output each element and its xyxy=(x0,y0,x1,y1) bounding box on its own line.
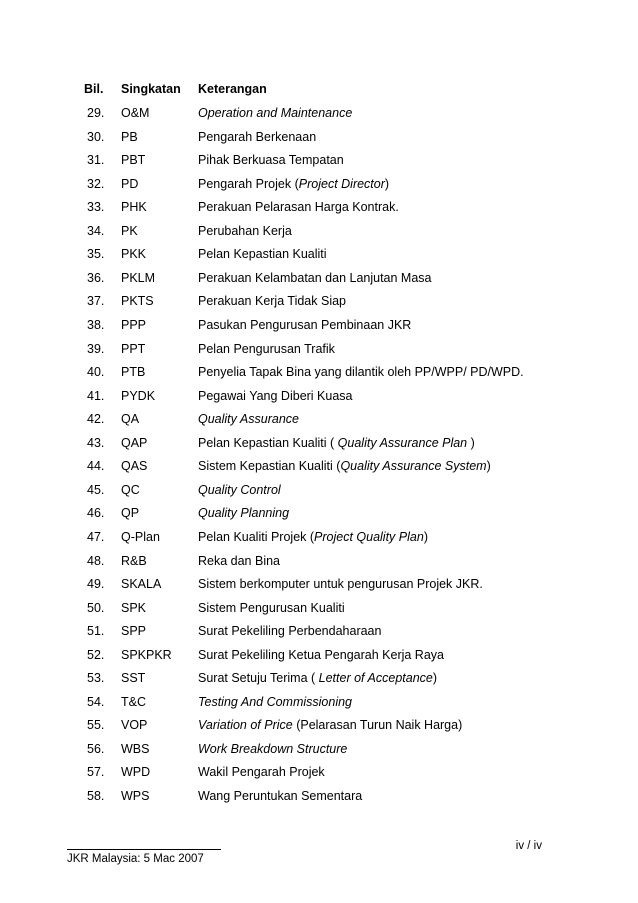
table-row xyxy=(84,645,564,665)
description-segment: ) xyxy=(486,459,491,474)
row-description xyxy=(198,598,578,618)
description-segment: Pelan Kualiti Projek ( xyxy=(198,529,315,544)
table-row xyxy=(84,291,564,311)
row-abbreviation: WPD xyxy=(121,765,151,780)
table-row xyxy=(84,456,564,476)
row-number: 58. xyxy=(87,789,105,803)
description-segment: ) xyxy=(423,529,428,544)
row-description xyxy=(198,574,578,594)
description-segment: Wakil Pengarah Projek xyxy=(198,765,325,780)
row-number: 43. xyxy=(87,435,105,450)
header-keterangan: Keterangan xyxy=(198,82,267,96)
description-segment: Quality Assurance Plan xyxy=(337,435,468,450)
row-description xyxy=(198,762,578,782)
row-abbreviation: T&C xyxy=(121,694,146,709)
row-abbreviation: PK xyxy=(121,223,138,238)
page-number: iv / iv xyxy=(515,840,542,852)
description-segment: Project Quality Plan xyxy=(314,529,424,544)
description-segment: Work Breakdown Structure xyxy=(198,741,348,756)
description-segment: Perakuan Kerja Tidak Siap xyxy=(198,294,347,309)
row-number: 57. xyxy=(87,765,105,780)
row-number: 39. xyxy=(87,341,105,356)
footer-divider xyxy=(67,849,221,850)
row-number: 35. xyxy=(87,247,105,262)
row-description xyxy=(198,527,578,547)
description-segment: Quality Assurance System xyxy=(340,459,487,474)
row-description xyxy=(198,668,578,688)
row-description xyxy=(198,480,578,500)
row-number: 34. xyxy=(87,223,105,238)
description-segment: Pasukan Pengurusan Pembinaan JKR xyxy=(198,318,412,332)
row-description xyxy=(198,150,578,170)
row-abbreviation: PTB xyxy=(121,365,146,380)
row-abbreviation: PBT xyxy=(121,153,146,168)
description-segment: Project Director xyxy=(298,176,385,191)
row-abbreviation: QAS xyxy=(121,459,148,474)
row-abbreviation: R&B xyxy=(121,553,147,568)
row-number: 52. xyxy=(87,647,105,662)
row-abbreviation: SKALA xyxy=(121,577,162,591)
row-description xyxy=(198,315,578,335)
row-abbreviation: PKTS xyxy=(121,294,154,309)
row-number: 38. xyxy=(87,318,105,332)
table-row xyxy=(84,692,564,712)
row-number: 41. xyxy=(87,388,105,403)
table-header xyxy=(84,79,564,99)
footer-text: JKR Malaysia: 5 Mac 2007 xyxy=(67,853,204,865)
row-number: 48. xyxy=(87,553,105,568)
row-number: 53. xyxy=(87,671,105,686)
table-row xyxy=(84,244,564,264)
table-row xyxy=(84,715,564,735)
row-description xyxy=(198,621,578,641)
table-row xyxy=(84,174,564,194)
row-abbreviation: QP xyxy=(121,506,140,521)
row-abbreviation: PD xyxy=(121,176,139,191)
description-segment: Perakuan Pelarasan Harga Kontrak. xyxy=(198,200,399,215)
row-number: 49. xyxy=(87,577,105,591)
description-segment: Testing And Commissioning xyxy=(198,694,353,709)
row-description xyxy=(198,174,578,194)
description-segment: Perubahan Kerja xyxy=(198,223,292,238)
row-abbreviation: PPT xyxy=(121,341,146,356)
table-row xyxy=(84,103,564,123)
description-segment: Sistem berkomputer untuk pengurusan Projek JKR. xyxy=(198,577,483,591)
table-row xyxy=(84,762,564,782)
table-row xyxy=(84,339,564,359)
description-segment: Surat Setuju Terima ( xyxy=(198,671,319,686)
table-row xyxy=(84,197,564,217)
description-segment: Penyelia Tapak Bina yang dilantik oleh PP/WPP/ PD/WPD. xyxy=(198,365,524,380)
row-description xyxy=(198,244,578,264)
description-segment: Variation of Price xyxy=(198,718,293,733)
row-abbreviation: PHK xyxy=(121,200,147,215)
description-segment: Operation and Maintenance xyxy=(198,106,353,120)
table-row xyxy=(84,739,564,759)
header-singkatan: Singkatan xyxy=(121,82,181,96)
table-row xyxy=(84,362,564,382)
table-row xyxy=(84,786,564,806)
table-row xyxy=(84,221,564,241)
row-description xyxy=(198,386,578,406)
row-description xyxy=(198,268,578,288)
row-abbreviation: PPP xyxy=(121,318,147,332)
row-abbreviation: O&M xyxy=(121,106,150,120)
row-description xyxy=(198,197,578,217)
row-abbreviation: Q-Plan xyxy=(121,529,160,544)
row-description xyxy=(198,127,578,147)
table-row xyxy=(84,127,564,147)
header-bil: Bil. xyxy=(84,82,104,96)
row-abbreviation: QC xyxy=(121,482,140,497)
description-segment: Reka dan Bina xyxy=(198,553,281,568)
table-row xyxy=(84,315,564,335)
row-number: 37. xyxy=(87,294,105,309)
description-segment: Perakuan Kelambatan dan Lanjutan Masa xyxy=(198,270,432,285)
row-number: 50. xyxy=(87,600,105,615)
table-row xyxy=(84,574,564,594)
row-abbreviation: SPP xyxy=(121,624,147,639)
table-row xyxy=(84,268,564,288)
row-abbreviation: PB xyxy=(121,129,138,144)
description-segment: Surat Pekeliling Ketua Pengarah Kerja Raya xyxy=(198,647,444,662)
row-number: 47. xyxy=(87,529,105,544)
row-number: 55. xyxy=(87,718,105,733)
row-description xyxy=(198,551,578,571)
row-description xyxy=(198,503,578,523)
description-segment: Pengarah Projek ( xyxy=(198,176,299,191)
row-abbreviation: PKK xyxy=(121,247,147,262)
description-segment: Pelan Pengurusan Trafik xyxy=(198,341,335,356)
description-segment: Pelan Kepastian Kualiti xyxy=(198,247,327,262)
row-abbreviation: SPKPKR xyxy=(121,647,172,662)
row-number: 56. xyxy=(87,741,105,756)
row-description xyxy=(198,103,578,123)
row-description xyxy=(198,456,578,476)
row-number: 40. xyxy=(87,365,105,380)
row-number: 46. xyxy=(87,506,105,521)
description-segment: Quality Assurance xyxy=(198,412,299,427)
description-segment: Wang Peruntukan Sementara xyxy=(198,789,363,803)
row-abbreviation: VOP xyxy=(121,718,148,733)
row-abbreviation: PKLM xyxy=(121,270,156,285)
row-description xyxy=(198,645,578,665)
row-abbreviation: SPK xyxy=(121,600,147,615)
table-row xyxy=(84,409,564,429)
row-abbreviation: WBS xyxy=(121,741,150,756)
description-segment: Surat Pekeliling Perbendaharaan xyxy=(198,624,382,639)
table-row xyxy=(84,386,564,406)
row-description xyxy=(198,339,578,359)
row-abbreviation: QAP xyxy=(121,435,148,450)
description-segment: (Pelarasan Turun Naik Harga) xyxy=(292,718,463,733)
row-description xyxy=(198,291,578,311)
row-number: 31. xyxy=(87,153,105,168)
table-row xyxy=(84,598,564,618)
row-number: 29. xyxy=(87,106,105,120)
row-description xyxy=(198,362,578,382)
description-segment: Sistem Pengurusan Kualiti xyxy=(198,600,345,615)
table-row xyxy=(84,150,564,170)
row-abbreviation: SST xyxy=(121,671,146,686)
row-number: 33. xyxy=(87,200,105,215)
row-description xyxy=(198,786,578,806)
row-number: 44. xyxy=(87,459,105,474)
description-segment: Quality Control xyxy=(198,482,281,497)
row-description xyxy=(198,692,578,712)
table-row xyxy=(84,527,564,547)
row-number: 51. xyxy=(87,624,105,639)
row-number: 42. xyxy=(87,412,105,427)
row-number: 54. xyxy=(87,694,105,709)
description-segment: Sistem Kepastian Kualiti ( xyxy=(198,459,341,474)
table-row xyxy=(84,668,564,688)
description-segment: Pengarah Berkenaan xyxy=(198,129,317,144)
row-abbreviation: QA xyxy=(121,412,140,427)
description-segment: Pihak Berkuasa Tempatan xyxy=(198,153,344,168)
table-row xyxy=(84,480,564,500)
row-description xyxy=(198,715,578,735)
table-row xyxy=(84,621,564,641)
row-number: 32. xyxy=(87,176,105,191)
table-row xyxy=(84,551,564,571)
row-description xyxy=(198,409,578,429)
row-description xyxy=(198,433,578,453)
description-segment: ) xyxy=(432,671,438,686)
row-number: 36. xyxy=(87,270,105,285)
row-description xyxy=(198,221,578,241)
row-abbreviation: PYDK xyxy=(121,388,156,403)
description-segment: ) xyxy=(467,435,475,450)
row-number: 30. xyxy=(87,129,105,144)
row-abbreviation: WPS xyxy=(121,789,150,803)
description-segment: Letter of Acceptance xyxy=(318,671,433,686)
table-row xyxy=(84,433,564,453)
description-segment: Quality Planning xyxy=(198,506,290,521)
row-number: 45. xyxy=(87,482,105,497)
description-segment: ) xyxy=(384,176,390,191)
description-segment: Pelan Kepastian Kualiti ( xyxy=(198,435,338,450)
row-description xyxy=(198,739,578,759)
description-segment: Pegawai Yang Diberi Kuasa xyxy=(198,388,353,403)
table-row xyxy=(84,503,564,523)
